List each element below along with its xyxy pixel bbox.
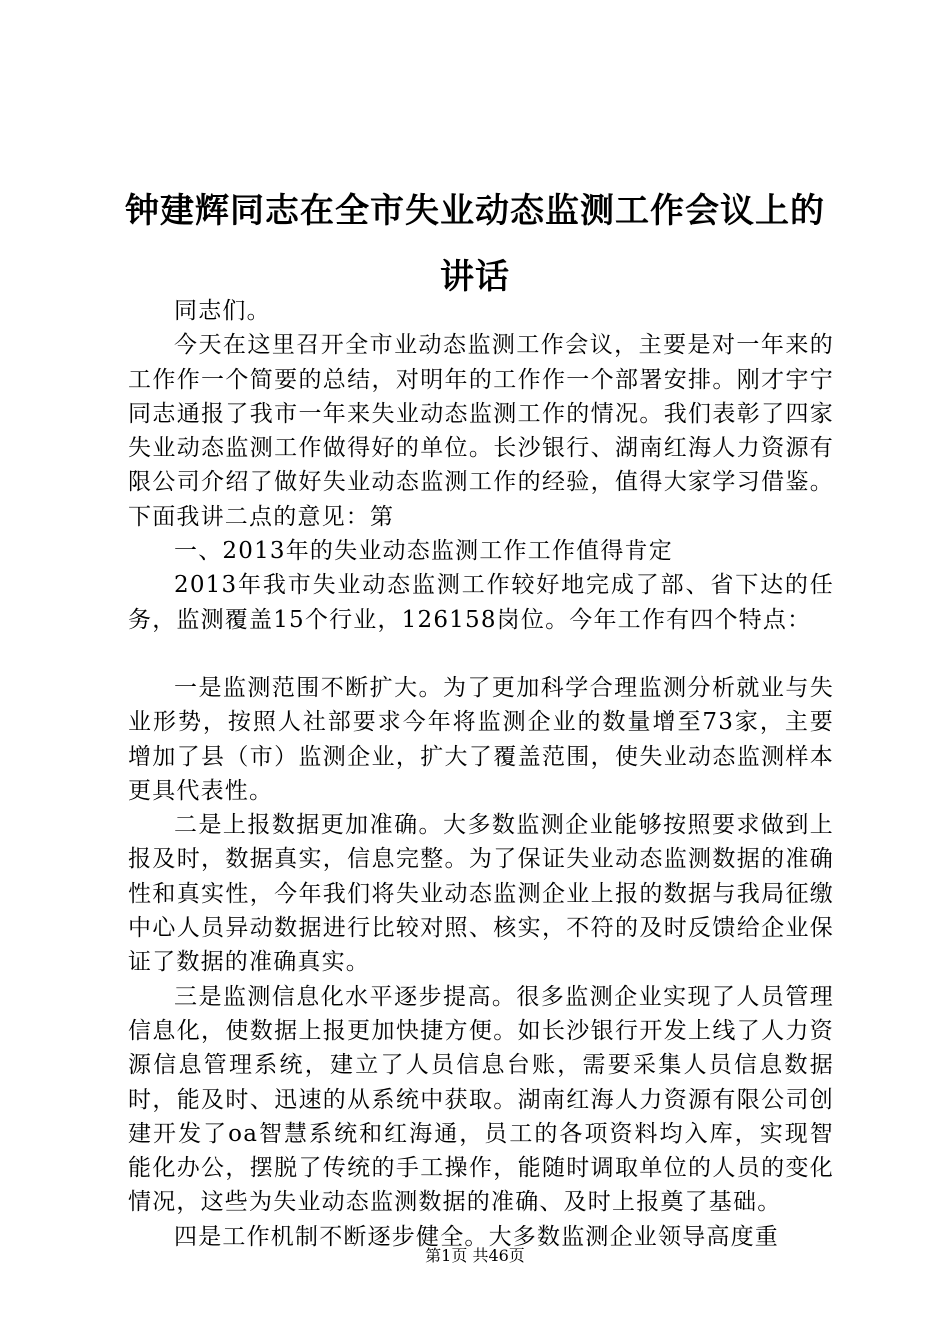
section-heading-1: 一、2013年的失业动态监测工作工作值得肯定	[174, 538, 673, 565]
paragraph-point-3: 三是监测信息化水平逐步提高。很多监测企业实现了人员管理信息化，使数据上报更加快捷方便。如长沙银行开发上线了人力资源信息管理系统，建立了人员信息台账，需要采集人员信息数据时，能及时、迅速的从系统中获取。湖南红海人力资源有限公司创建开发了oa智慧系统和红海通，员工的各项资料均入库，实现智能化办公，摆脱了传统的手工操作，能随时调取单位的人员的变化情况，这些为失业动态监测数据的准确、及时上报奠了基础。	[128, 983, 834, 1216]
paragraph-intro: 今天在这里召开全市业动态监测工作会议，主要是对一年来的工作作一个简要的总结，对明年的工作作一个部署安排。刚才宇宁同志通报了我市一年来失业动态监测工作的情况。我们表彰了四家失业动态监测工作做得好的单位。长沙银行、湖南红海人力资源有限公司介绍了做好失业动态监测工作的经验，值得大家学习借鉴。下面我讲二点的意见：第	[128, 332, 834, 530]
document-body	[128, 294, 834, 1254]
paragraph-point-4: 四是工作机制不断逐步健全。大多数监测企业领导高度重	[174, 1223, 779, 1250]
paragraph-greeting: 同志们。	[174, 298, 271, 324]
page-footer: 第1页 共46页	[425, 1246, 525, 1265]
document-title	[90, 178, 860, 310]
paragraph-point-2: 二是上报数据更加准确。大多数监测企业能够按照要求做到上报及时，数据真实，信息完整。为了保证失业动态监测数据的准确性和真实性，今年我们将失业动态监测企业上报的数据与我局征缴中心人员异动数据进行比较对照、核实，不符的及时反馈给企业保证了数据的准确真实。	[128, 812, 834, 976]
title-line-2: 讲话	[440, 257, 510, 297]
paragraph-summary: 2013年我市失业动态监测工作较好地完成了部、省下达的任务，监测覆盖15个行业，126158岗位。今年工作有四个特点：	[128, 572, 834, 633]
paragraph-point-1: 一是监测范围不断扩大。为了更加科学合理监测分析就业与失业形势，按照人社部要求今年将监测企业的数量增至73家，主要增加了县（市）监测企业，扩大了覆盖范围，使失业动态监测样本更具代表性。	[128, 674, 834, 804]
title-line-1: 钟建辉同志在全市失业动态监测工作会议上的	[125, 191, 825, 231]
